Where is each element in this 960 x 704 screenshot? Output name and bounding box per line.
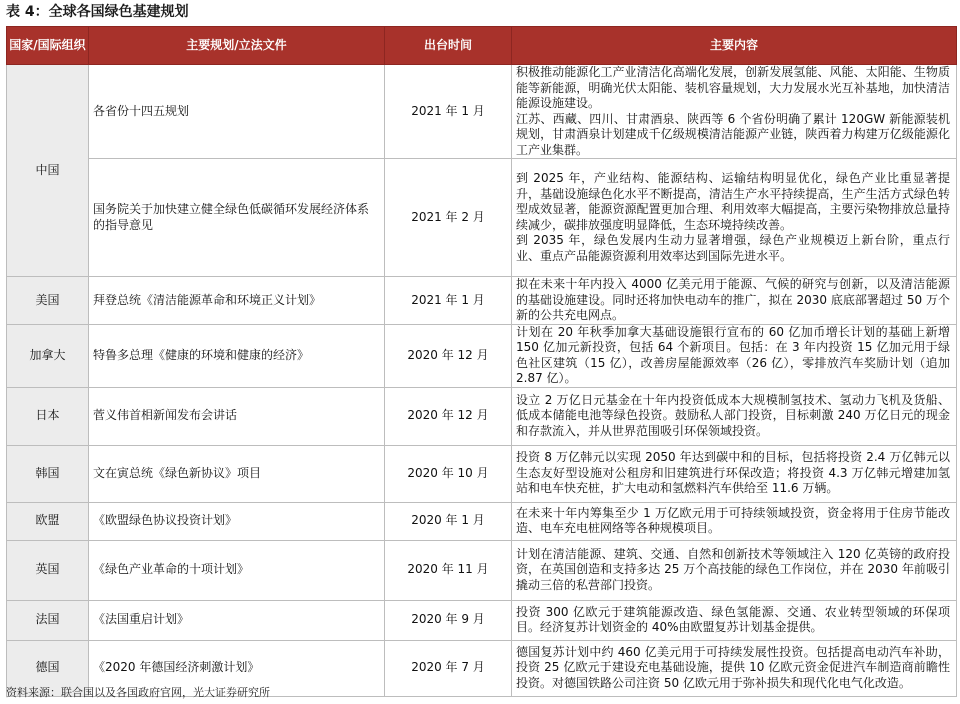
table-row — [7, 502, 957, 540]
date-cell: 2020 年 11 月 — [385, 540, 512, 600]
content-paragraph: 到 2025 年，产业结构、能源结构、运输结构明显优化，绿色产业比重显著提升，基础设施绿色化水平不断提高，清洁生产水平持续提高，生产生活方式绿色转型成效显著，能源资源配置更加合理、利用效率大幅提高，主要污染物排放总量持续减少，碳排放强度明显降低，生态环境持续改善。 — [516, 171, 950, 232]
content-cell — [512, 387, 957, 445]
table-row — [7, 65, 957, 159]
header-country: 国家/国际组织 — [7, 27, 89, 65]
country-cell: 中国 — [7, 65, 89, 277]
content-cell — [512, 600, 957, 640]
content-cell — [512, 540, 957, 600]
content-cell — [512, 324, 957, 387]
country-cell: 加拿大 — [7, 324, 89, 387]
plan-cell: 《欧盟绿色协议投资计划》 — [89, 502, 385, 540]
country-cell: 英国 — [7, 540, 89, 600]
date-cell: 2021 年 1 月 — [385, 65, 512, 159]
content-paragraph: 到 2035 年，绿色发展内生动力显著增强，绿色产业规模迈上新台阶，重点行业、重点产品能源资源利用效率达到国际先进水平。 — [516, 233, 950, 263]
content-cell — [512, 502, 957, 540]
country-cell: 美国 — [7, 277, 89, 325]
table-row — [7, 445, 957, 502]
date-cell: 2021 年 2 月 — [385, 159, 512, 277]
table-row — [7, 387, 957, 445]
plan-cell: 拜登总统《清洁能源革命和环境正义计划》 — [89, 277, 385, 325]
table-row — [7, 277, 957, 325]
country-cell: 德国 — [7, 640, 89, 696]
content-paragraph: 计划在清洁能源、建筑、交通、自然和创新技术等领域注入 120 亿英镑的政府投资，在英国创造和支持多达 25 万个高技能的绿色工作岗位，并在 2030 年前吸引撬动三倍的私营部门投资。 — [516, 546, 950, 592]
content-paragraph: 积极推动能源化工产业清洁化高端化发展，创新发展氢能、风能、太阳能、生物质能等新能源，明确光伏太阳能、装机容量规划，大力发展水光互补基地，加快清洁能源设施建设。 — [516, 65, 950, 110]
date-cell: 2020 年 10 月 — [385, 445, 512, 502]
plan-cell: 菅义伟首相新闻发布会讲话 — [89, 387, 385, 445]
header-content: 主要内容 — [512, 27, 957, 65]
plan-cell: 特鲁多总理《健康的环境和健康的经济》 — [89, 324, 385, 387]
plan-cell: 《绿色产业革命的十项计划》 — [89, 540, 385, 600]
source-note: 资料来源：联合国以及各国政府官网，光大证券研究所 — [6, 686, 270, 699]
content-paragraph: 在未来十年内筹集至少 1 万亿欧元用于可持续领域投资，资金将用于住房节能改造、电车充电桩网络等各种规模项目。 — [516, 505, 950, 535]
table-row — [7, 324, 957, 387]
date-cell: 2020 年 12 月 — [385, 324, 512, 387]
table-row — [7, 159, 957, 277]
plan-cell: 《法国重启计划》 — [89, 600, 385, 640]
header-plan: 主要规划/立法文件 — [89, 27, 385, 65]
content-paragraph: 拟在未来十年内投入 4000 亿美元用于能源、气候的研究与创新，以及清洁能源的基础设施建设。同时还将加快电动车的推广，拟在 2030 底底部署超过 50 万个新的公共充电网点。 — [516, 277, 950, 322]
date-cell: 2020 年 7 月 — [385, 640, 512, 696]
country-cell: 韩国 — [7, 445, 89, 502]
plan-cell: 文在寅总统《绿色新协议》项目 — [89, 445, 385, 502]
content-paragraph: 投资 300 亿欧元于建筑能源改造、绿色氢能源、交通、农业转型领域的环保项目。经济复苏计划资金的 40%由欧盟复苏计划基金提供。 — [516, 604, 950, 634]
plan-cell: 《2020 年德国经济刺激计划》 — [89, 640, 385, 696]
date-cell: 2020 年 1 月 — [385, 502, 512, 540]
content-paragraph: 计划在 20 年秋季加拿大基础设施银行宣布的 60 亿加币增长计划的基础上新增 150 亿加元新投资，包括 64 个新项目。包括：在 3 年内投资 15 亿加元用于绿色社区建筑（15 亿），改善房屋能源效率（26 亿），零排放汽车奖励计划（追加 2.87 亿）。 — [516, 324, 950, 385]
content-cell — [512, 159, 957, 277]
plan-cell: 各省份十四五规划 — [89, 65, 385, 159]
table-title: 表 4：全球各国绿色基建规划 — [6, 4, 189, 20]
country-cell: 法国 — [7, 600, 89, 640]
plan-cell: 国务院关于加快建立健全绿色低碳循环发展经济体系的指导意见 — [89, 159, 385, 277]
green-infrastructure-table — [6, 26, 957, 697]
table-row — [7, 600, 957, 640]
content-cell — [512, 445, 957, 502]
content-paragraph: 设立 2 万亿日元基金在十年内投资低成本大规模制氢技术、氢动力飞机及货船、低成本储能电池等绿色投资。鼓励私人部门投资，目标刺激 240 万亿日元的现金和存款流入，并从世界范围吸引环保领域投资。 — [516, 392, 950, 438]
date-cell: 2021 年 1 月 — [385, 277, 512, 325]
content-paragraph: 德国复苏计划中约 460 亿美元用于可持续发展性投资。包括提高电动汽车补助，投资 25 亿欧元于建设充电基础设施，提供 10 亿欧元资金促进汽车制造商前瞻性投资。对德国铁路公司注资 50 亿欧元用于弥补损失和现代化电气化改造。 — [516, 644, 950, 690]
content-cell — [512, 277, 957, 325]
content-cell — [512, 65, 957, 159]
header-date: 出台时间 — [385, 27, 512, 65]
table-row — [7, 540, 957, 600]
content-paragraph: 江苏、西藏、四川、甘肃酒泉、陕西等 6 个省份明确了累计 120GW 新能源装机规划，甘肃酒泉计划建成千亿级规模清洁能源产业链，陕西着力构建万亿级能源化工产业集群。 — [516, 111, 950, 157]
content-cell — [512, 640, 957, 696]
country-cell: 欧盟 — [7, 502, 89, 540]
country-cell: 日本 — [7, 387, 89, 445]
table-header-row — [7, 27, 957, 65]
content-paragraph: 投资 8 万亿韩元以实现 2050 年达到碳中和的目标，包括将投资 2.4 万亿韩元以生态友好型设施对公租房和旧建筑进行环保改造；将投资 4.3 万亿韩元增建加氢站和电车快充桩，扩大电动和氢燃料汽车供给至 11.6 万辆。 — [516, 450, 950, 496]
date-cell: 2020 年 12 月 — [385, 387, 512, 445]
date-cell: 2020 年 9 月 — [385, 600, 512, 640]
